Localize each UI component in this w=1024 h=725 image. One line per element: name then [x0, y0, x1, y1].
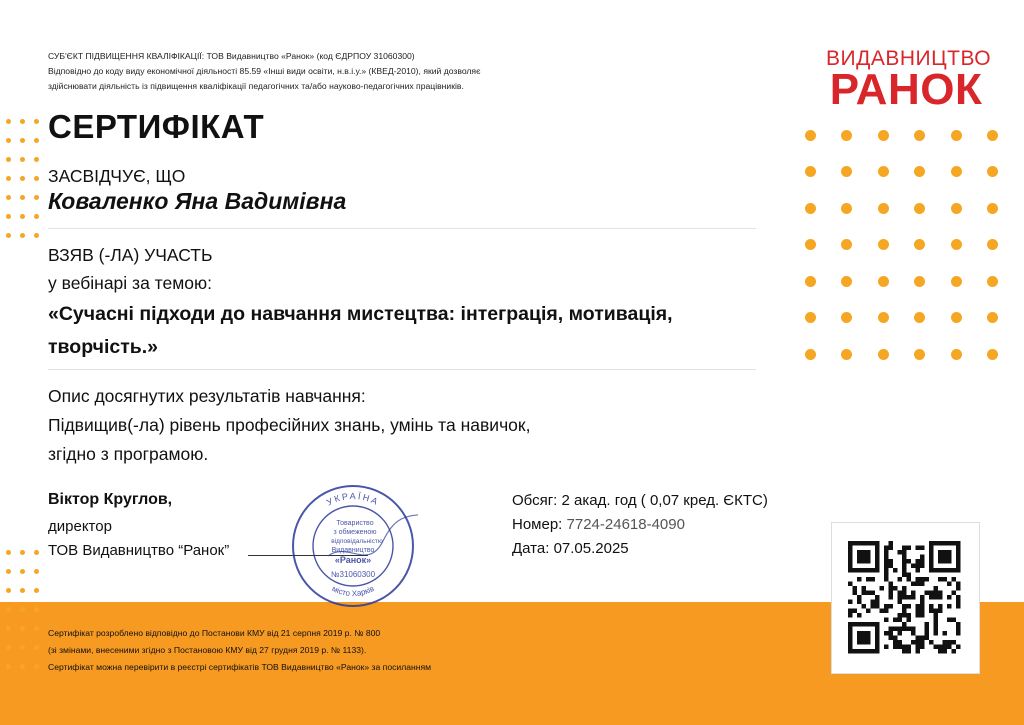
decorative-dot	[20, 645, 25, 650]
date-row	[512, 540, 629, 557]
decorative-dot	[805, 239, 816, 250]
decorative-dot	[34, 119, 39, 124]
logo-line-1: ВИДАВНИЦТВО	[826, 47, 992, 70]
qr-code-card[interactable]	[831, 522, 980, 674]
decorative-dot	[6, 607, 11, 612]
provider-header-line: здійснювати діяльність із підвищення кваліфікації педагогічних та/або науково-педагогічних працівників.	[48, 81, 464, 91]
decorative-dot	[951, 312, 962, 323]
decorative-dot	[6, 664, 11, 669]
decorative-dot	[6, 569, 11, 574]
decorative-dot	[34, 138, 39, 143]
divider	[48, 228, 756, 229]
stamp-center-line: відповідальністю	[331, 538, 383, 545]
decorative-dot	[34, 195, 39, 200]
certifies-label: ЗАСВІДЧУЄ, ЩО	[48, 166, 186, 186]
decorative-dot	[878, 239, 889, 250]
stamp-ring-top: УКРАЇНА	[324, 490, 382, 508]
volume-value: 2 акад. год ( 0,07 кред. ЄКТС)	[561, 492, 768, 509]
volume-row	[512, 492, 768, 509]
results-heading: Опис досягнутих результатів навчання:	[48, 386, 366, 406]
certificate-title: СЕРТИФІКАТ	[48, 108, 265, 145]
decorative-dot	[914, 166, 925, 177]
results-line: згідно з програмою.	[48, 444, 209, 464]
decorative-dot	[841, 312, 852, 323]
decorative-dot	[6, 195, 11, 200]
decorative-dot	[951, 349, 962, 360]
webinar-topic: «Сучасні підходи до навчання мистецтва: інтеграція, мотивація, творчість.»	[48, 303, 673, 358]
footer-line: Сертифікат розроблено відповідно до Постанови КМУ від 21 серпня 2019 р. № 800	[48, 628, 381, 638]
decorative-dot	[987, 203, 998, 214]
decorative-dot	[841, 349, 852, 360]
decorative-dot	[951, 239, 962, 250]
decorative-dot	[987, 276, 998, 287]
decorative-dot	[841, 166, 852, 177]
provider-header	[48, 49, 608, 94]
decorative-dot	[805, 203, 816, 214]
decorative-dot	[20, 233, 25, 238]
decorative-dot	[878, 349, 889, 360]
decorative-dot	[951, 130, 962, 141]
decorative-dot	[841, 130, 852, 141]
volume-label: Обсяг:	[512, 492, 558, 509]
stamp-center-line: з обмеженою	[333, 529, 377, 536]
decorative-dot	[20, 138, 25, 143]
decorative-dot	[878, 166, 889, 177]
decorative-dot	[34, 664, 39, 669]
webinar-intro: у вебінарі за темою:	[48, 273, 212, 293]
decorative-dot	[34, 214, 39, 219]
stamp-center-line: №31060300	[330, 570, 376, 579]
decorative-dot	[34, 645, 39, 650]
decorative-dot	[805, 349, 816, 360]
decorative-dot	[34, 176, 39, 181]
decorative-dot	[914, 276, 925, 287]
decorative-dot	[6, 233, 11, 238]
logo-line-2: РАНОК	[829, 65, 983, 114]
decorative-dot	[914, 349, 925, 360]
decorative-dot	[6, 645, 11, 650]
decorative-dot	[20, 214, 25, 219]
official-stamp	[288, 481, 418, 611]
decorative-dot	[20, 588, 25, 593]
decorative-dot	[34, 569, 39, 574]
decorative-dot	[951, 166, 962, 177]
provider-header-line: Відповідно до коду виду економічної діяльності 85.59 «Інші види освіти, н.в.і.у.» (КВЕД-2010), який дозволяє	[48, 66, 481, 76]
decorative-dot	[34, 233, 39, 238]
decorative-dot	[951, 276, 962, 287]
decorative-dot	[951, 203, 962, 214]
decorative-dot	[914, 312, 925, 323]
decorative-dot	[34, 157, 39, 162]
decorative-dot	[20, 607, 25, 612]
number-value: 7724-24618-4090	[566, 516, 685, 533]
decorative-dot	[20, 664, 25, 669]
decorative-dot	[805, 312, 816, 323]
decorative-dot	[34, 588, 39, 593]
divider	[48, 369, 756, 370]
decorative-dot	[34, 550, 39, 555]
decorative-dot	[987, 166, 998, 177]
stamp-center-line: «Ранок»	[334, 555, 372, 565]
decorative-dot	[987, 239, 998, 250]
decorative-dot	[6, 119, 11, 124]
decorative-dot	[20, 550, 25, 555]
decorative-dot	[878, 276, 889, 287]
date-label: Дата:	[512, 540, 550, 557]
decorative-dot	[6, 214, 11, 219]
publisher-logo	[826, 47, 992, 114]
stamp-center-line: Товариство	[336, 520, 374, 527]
decorative-dot	[20, 157, 25, 162]
decorative-dot	[6, 138, 11, 143]
decorative-dot	[6, 550, 11, 555]
signatory-name: Віктор Круглов,	[48, 491, 173, 508]
decorative-dot	[20, 119, 25, 124]
stamp-ring-bottom: місто Харків	[330, 583, 376, 599]
decorative-dot	[805, 166, 816, 177]
decorative-dot	[805, 130, 816, 141]
decorative-dot	[987, 130, 998, 141]
signatory-position: директор	[48, 518, 112, 535]
svg-text:УКРАЇНА	[325, 491, 381, 508]
decorative-dot	[20, 195, 25, 200]
decorative-dot	[841, 203, 852, 214]
decorative-dot	[841, 276, 852, 287]
decorative-dot	[914, 203, 925, 214]
qr-code-icon	[832, 523, 979, 673]
decorative-dot	[20, 626, 25, 631]
decorative-dot	[34, 607, 39, 612]
legal-footer	[48, 625, 431, 676]
decorative-dot	[6, 157, 11, 162]
date-value: 07.05.2025	[553, 540, 629, 557]
decorative-dot	[878, 312, 889, 323]
decorative-dot	[841, 239, 852, 250]
decorative-dot	[34, 626, 39, 631]
number-label: Номер:	[512, 516, 563, 533]
decorative-dot	[987, 349, 998, 360]
decorative-dot	[6, 176, 11, 181]
decorative-dot	[914, 239, 925, 250]
participated-label: ВЗЯВ (-ЛА) УЧАСТЬ	[48, 245, 213, 265]
decorative-dot	[878, 130, 889, 141]
decorative-dot	[6, 588, 11, 593]
decorative-dot	[914, 130, 925, 141]
provider-header-line: СУБ'ЄКТ ПІДВИЩЕННЯ КВАЛІФІКАЦІЇ: ТОВ Видавництво «Ранок» (код ЄДРПОУ 31060300)	[48, 51, 415, 61]
decorative-dot	[20, 569, 25, 574]
recipient-name: Коваленко Яна Вадимівна	[48, 188, 347, 214]
decorative-dot	[805, 276, 816, 287]
signatory-organization: ТОВ Видавництво “Ранок”	[48, 542, 230, 559]
results-line: Підвищив(-ла) рівень професійних знань, умінь та навичок,	[48, 415, 531, 435]
decorative-dot	[987, 312, 998, 323]
stamp-center-line: Видавництво	[331, 547, 375, 554]
decorative-dot	[6, 626, 11, 631]
footer-line: Сертифікат можна перевірити в реєстрі сертифікатів ТОВ Видавництво «Ранок» за посиланням	[48, 662, 432, 672]
footer-line: (зі змінами, внесеними згідно з Постановою КМУ від 27 грудня 2019 р. № 1133).	[48, 645, 367, 655]
decorative-dot	[20, 176, 25, 181]
number-row	[512, 516, 685, 533]
decorative-dot	[878, 203, 889, 214]
